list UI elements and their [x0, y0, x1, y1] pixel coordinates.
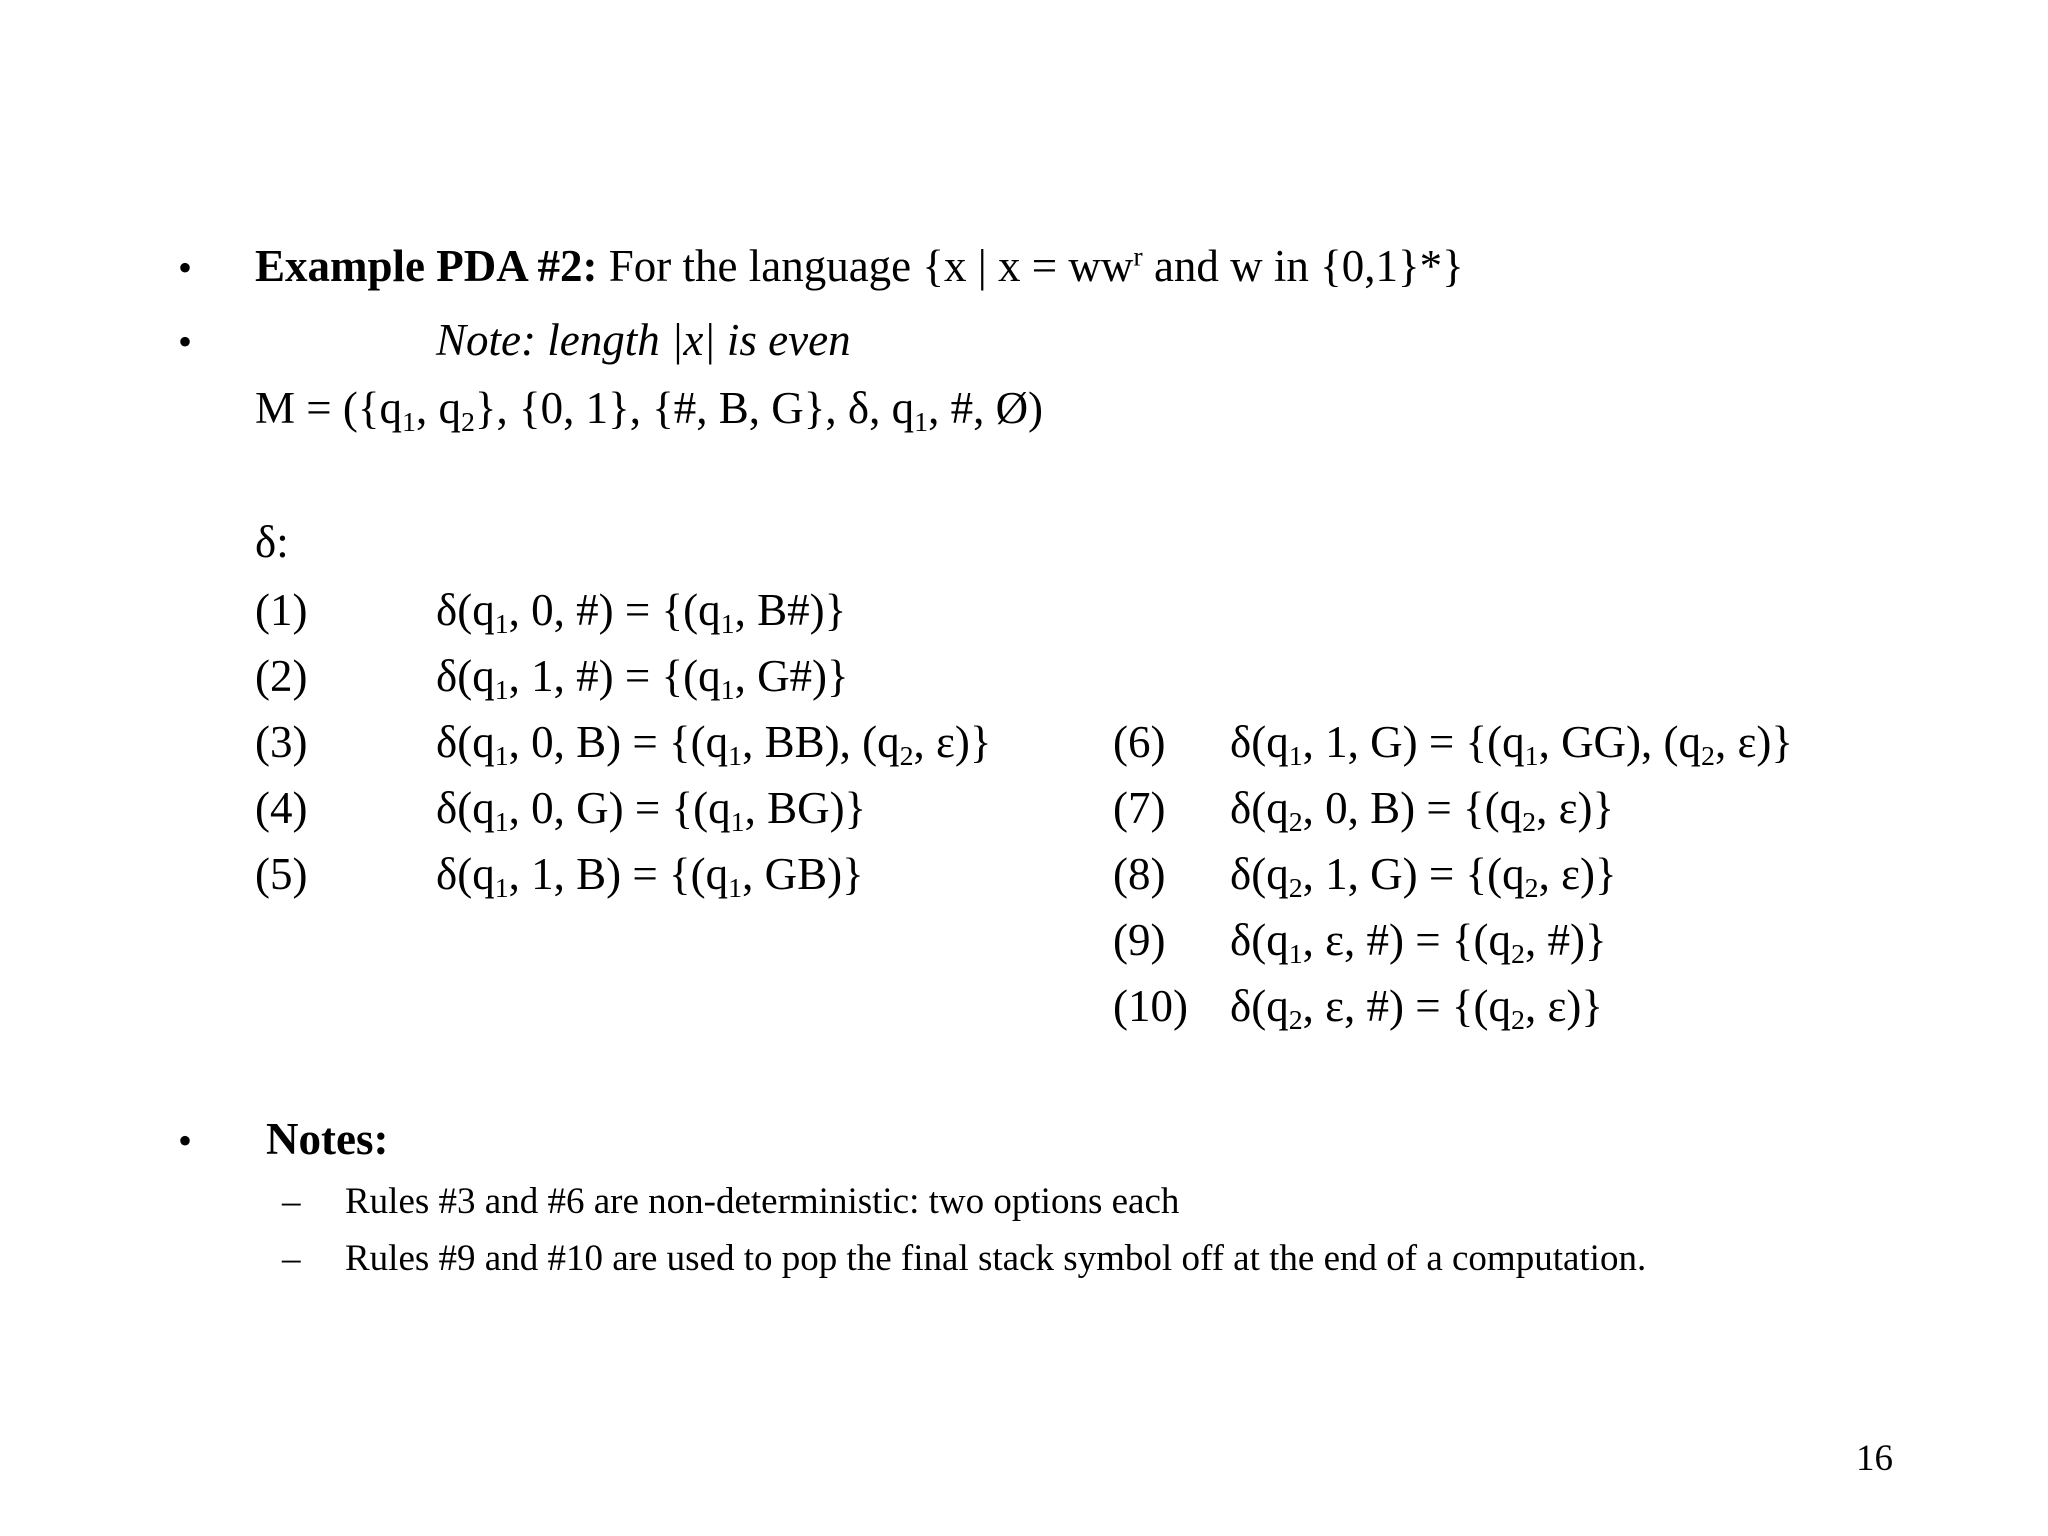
delta-label: δ:: [255, 517, 289, 567]
title-bold: Example PDA #2:: [255, 241, 598, 291]
note-item-1: Rules #3 and #6 are non-deterministic: two options each: [345, 1181, 1180, 1222]
rule-part: , GG), (q: [1538, 717, 1702, 767]
rule-part: δ(q: [1230, 849, 1289, 899]
rule-part: , ε, #) = {(q: [1302, 981, 1512, 1031]
machine-sub-2: 2: [460, 406, 475, 438]
rule-number: (4): [255, 783, 308, 833]
rule-number: (8): [1113, 849, 1166, 899]
notes-heading: [266, 1114, 389, 1164]
rule-sub: 1: [728, 872, 743, 904]
bullet-notes: •: [178, 1118, 193, 1163]
rule-part: δ(q: [1230, 783, 1289, 833]
rule-part: , 1, #) = {(q: [508, 651, 721, 701]
note-italic: Note: length |x| is even: [436, 315, 851, 365]
machine-tail: , #, Ø): [928, 383, 1044, 433]
title-sup: r: [1133, 241, 1143, 273]
page-number: 16: [1856, 1438, 1893, 1479]
rule-number: (5): [255, 849, 308, 899]
rule-part: , 0, B) = {(q: [508, 717, 729, 767]
rule-part: , ε)}: [1714, 717, 1793, 767]
rule-formula: [1230, 981, 1603, 1036]
rule-number: (3): [255, 717, 308, 767]
machine-sub-3: 1: [914, 406, 929, 438]
rule-formula: [436, 585, 847, 640]
rule-formula: [1230, 783, 1615, 838]
rule-part: , BB), (q: [742, 717, 900, 767]
rule-sub: 1: [728, 740, 743, 772]
machine-prefix: M = ({q: [255, 383, 402, 433]
rule-part: , B#)}: [734, 585, 847, 635]
rule-part: , ε)}: [913, 717, 992, 767]
rule-part: , 1, G) = {(q: [1302, 717, 1525, 767]
rule-sub: 1: [1288, 740, 1303, 772]
rule-part: , ε)}: [1524, 981, 1603, 1031]
machine-definition: [255, 383, 1044, 438]
rule-part: δ(q: [1230, 717, 1289, 767]
dash-note-2: –: [282, 1238, 301, 1279]
machine-comma: , q: [415, 383, 461, 433]
rule-formula: [1230, 849, 1617, 904]
rule-sub: 1: [494, 872, 509, 904]
rule-part: , GB)}: [742, 849, 864, 899]
rule-part: , 1, B) = {(q: [508, 849, 729, 899]
rule-sub: 2: [1511, 938, 1525, 970]
rule-sub: 2: [1511, 1004, 1525, 1036]
rule-number: (1): [255, 585, 308, 635]
rule-part: δ(q: [436, 717, 495, 767]
rule-sub: 1: [494, 740, 509, 772]
rule-formula: [1230, 717, 1793, 772]
rule-sub: 2: [1288, 872, 1303, 904]
rule-sub: 1: [720, 674, 735, 706]
rule-sub: 1: [494, 674, 509, 706]
rule-part: , 1, G) = {(q: [1302, 849, 1525, 899]
rule-sub: 1: [720, 608, 735, 640]
note-text: [436, 315, 851, 365]
rule-number: (2): [255, 651, 308, 701]
rule-number: (7): [1113, 783, 1166, 833]
rule-part: δ(q: [436, 849, 495, 899]
rule-formula: [436, 651, 849, 706]
rule-part: δ(q: [1230, 915, 1289, 965]
rule-sub: 2: [1701, 740, 1715, 772]
title-text: For the language {x | x = ww: [608, 241, 1134, 291]
rule-part: , 0, G) = {(q: [508, 783, 731, 833]
rule-part: δ(q: [436, 651, 495, 701]
slide-title: [255, 241, 1464, 291]
rule-formula: [436, 783, 867, 838]
rule-sub: 2: [1522, 806, 1537, 838]
rule-part: δ(q: [1230, 981, 1289, 1031]
notes-heading-text: Notes:: [266, 1114, 389, 1164]
bullet-title: •: [178, 245, 193, 290]
rule-number: (6): [1113, 717, 1166, 767]
rule-sub: 1: [1288, 938, 1303, 970]
rule-part: , 0, #) = {(q: [508, 585, 721, 635]
bullet-note: •: [178, 319, 193, 364]
rule-part: , BG)}: [744, 783, 867, 833]
rule-sub: 1: [1524, 740, 1539, 772]
rule-part: , G#)}: [734, 651, 849, 701]
rule-formula: [1230, 915, 1607, 970]
rule-sub: 2: [1288, 806, 1303, 838]
title-tail: and w in {0,1}*}: [1153, 241, 1464, 291]
rule-part: δ(q: [436, 585, 495, 635]
rule-part: , ε)}: [1536, 783, 1615, 833]
rule-formula: [436, 717, 992, 772]
rule-sub: 1: [730, 806, 745, 838]
rule-number: (9): [1113, 915, 1166, 965]
rule-sub: 2: [1288, 1004, 1303, 1036]
note-item-2: Rules #9 and #10 are used to pop the final stack symbol off at the end of a computation.: [345, 1238, 1647, 1279]
rule-part: , ε)}: [1538, 849, 1617, 899]
rule-sub: 2: [1524, 872, 1539, 904]
machine-mid: }, {0, 1}, {#, B, G}, δ, q: [474, 383, 915, 433]
dash-note-1: –: [282, 1181, 301, 1222]
rule-part: δ(q: [436, 783, 495, 833]
rule-formula: [436, 849, 864, 904]
rule-part: , #)}: [1524, 915, 1607, 965]
rule-part: , 0, B) = {(q: [1302, 783, 1523, 833]
machine-sub-1: 1: [401, 406, 416, 438]
rule-number: (10): [1113, 981, 1188, 1031]
rule-part: , ε, #) = {(q: [1302, 915, 1512, 965]
rule-sub: 1: [494, 608, 509, 640]
rule-sub: 1: [494, 806, 509, 838]
rule-sub: 2: [899, 740, 914, 772]
